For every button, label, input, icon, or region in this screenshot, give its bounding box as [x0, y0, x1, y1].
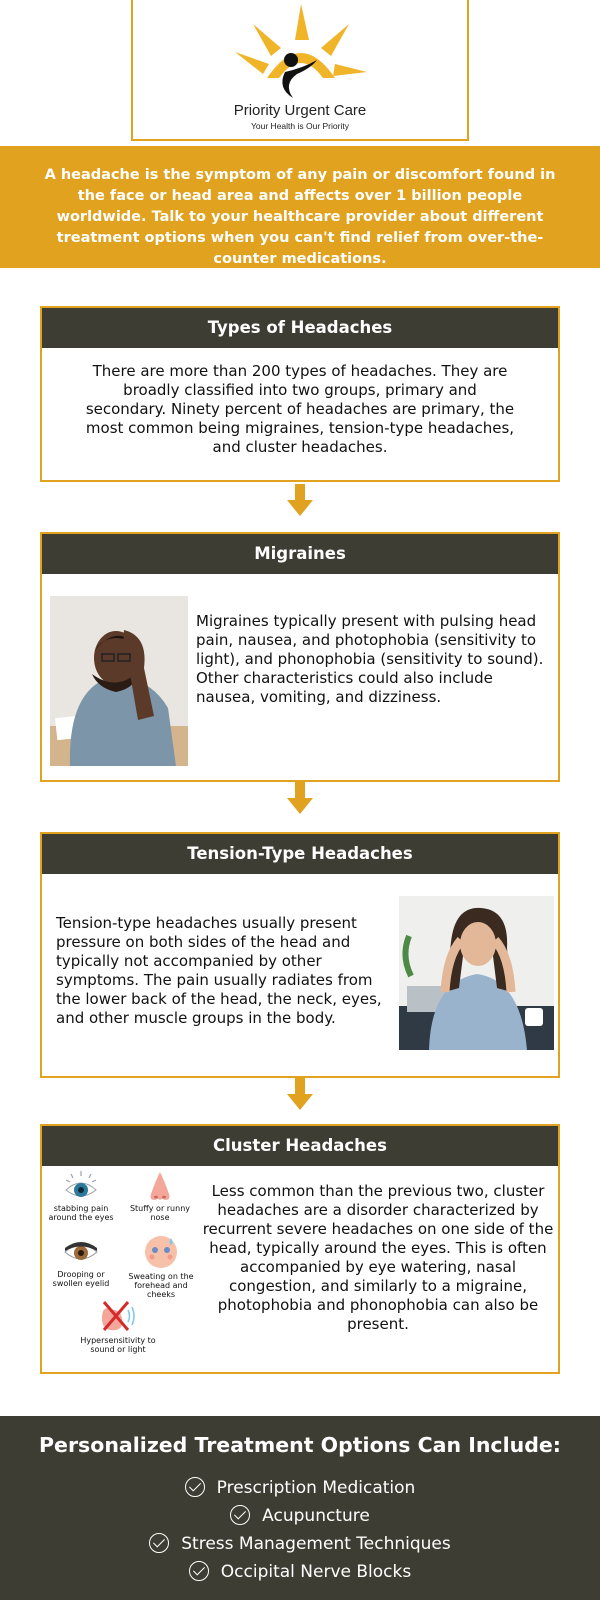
symptom-drooping-eyelid — [44, 1234, 118, 1288]
check-circle-icon — [230, 1505, 250, 1525]
migraines-section — [40, 532, 560, 782]
cluster-section — [40, 1124, 560, 1374]
treatment-item — [0, 1502, 600, 1530]
arrow-down-icon — [287, 782, 313, 814]
man-with-headache-photo — [50, 596, 188, 766]
arrow-down-icon — [287, 1078, 313, 1110]
arrow-down-icon — [287, 484, 313, 516]
symptom-label: Hypersensitivity to sound or light — [80, 1336, 156, 1354]
tension-heading: Tension-Type Headaches — [42, 834, 558, 874]
symptom-label: Drooping or swollen eyelid — [52, 1270, 110, 1288]
treatment-heading: Personalized Treatment Options Can Include: — [39, 1433, 561, 1457]
treatment-item — [0, 1558, 600, 1586]
symptom-stuffy-nose — [124, 1170, 196, 1222]
symptom-label: stabbing pain around the eyes — [48, 1204, 114, 1222]
woman-with-headache-photo — [399, 896, 554, 1050]
check-circle-icon — [149, 1533, 169, 1553]
migraines-body: Migraines typically present with pulsing head pain, nausea, and photophobia (sensitivity to light), and phonophobia (sensitivity to sound). Other characteristics could also include nausea, vomiting, and dizziness. — [196, 612, 544, 706]
migraines-heading: Migraines — [42, 534, 558, 574]
brand-name: Priority Urgent Care — [233, 102, 367, 119]
no-sound-icon — [98, 1298, 138, 1334]
check-circle-icon — [185, 1477, 205, 1497]
check-circle-icon — [189, 1561, 209, 1581]
sun-logo-icon — [231, 2, 371, 102]
sweating-face-icon — [143, 1234, 179, 1270]
types-body: There are more than 200 types of headaches. They are broadly classified into two groups, primary and secondary. Ninety percent of headaches are primary, the most common being migraines, tension-type headaches, and cluster headaches. — [85, 362, 515, 456]
logo-box — [131, 0, 469, 141]
treatment-label: Occipital Nerve Blocks — [220, 1562, 412, 1582]
tension-section — [40, 832, 560, 1078]
symptom-hypersensitivity — [76, 1298, 160, 1354]
treatment-section — [0, 1416, 600, 1600]
cluster-body: Less common than the previous two, cluster headaches are a disorder characterized by recurrent severe headaches on one side of the head, typically around the eyes. This is often accompanied by eye watering, nasal congestion, and similarly to a migraine, photophobia and phonophobia can also be present. — [202, 1182, 554, 1333]
intro-banner: A headache is the symptom of any pain or discomfort found in the face or head area and affects over 1 billion people worldwide. Talk to your healthcare provider about different treatment options when you can't find relief from over-the-counter medications. — [0, 146, 600, 268]
brand-tagline: Your Health is Our Priority — [251, 121, 349, 131]
types-heading: Types of Headaches — [42, 308, 558, 348]
symptom-label: Sweating on the forehead and cheeks — [128, 1272, 194, 1299]
cluster-heading: Cluster Headaches — [42, 1126, 558, 1166]
treatment-label: Prescription Medication — [216, 1478, 416, 1498]
treatment-item — [0, 1530, 600, 1558]
treatment-list — [0, 1474, 600, 1586]
eye-icon — [64, 1170, 98, 1202]
nose-icon — [145, 1170, 175, 1202]
types-section — [40, 306, 560, 482]
treatment-label: Stress Management Techniques — [181, 1534, 451, 1554]
symptom-sweating — [124, 1234, 198, 1299]
treatment-label: Acupuncture — [262, 1506, 370, 1526]
tension-body: Tension-type headaches usually present pressure on both sides of the head and typically not accompanied by other symptoms. The pain usually radiates from the lower back of the head, the neck, eyes, and other muscle groups in the body. — [56, 914, 382, 1027]
treatment-item — [0, 1474, 600, 1502]
symptom-stabbing-pain — [44, 1170, 118, 1222]
drooping-eye-icon — [62, 1234, 100, 1268]
symptom-label: Stuffy or runny nose — [129, 1204, 191, 1222]
